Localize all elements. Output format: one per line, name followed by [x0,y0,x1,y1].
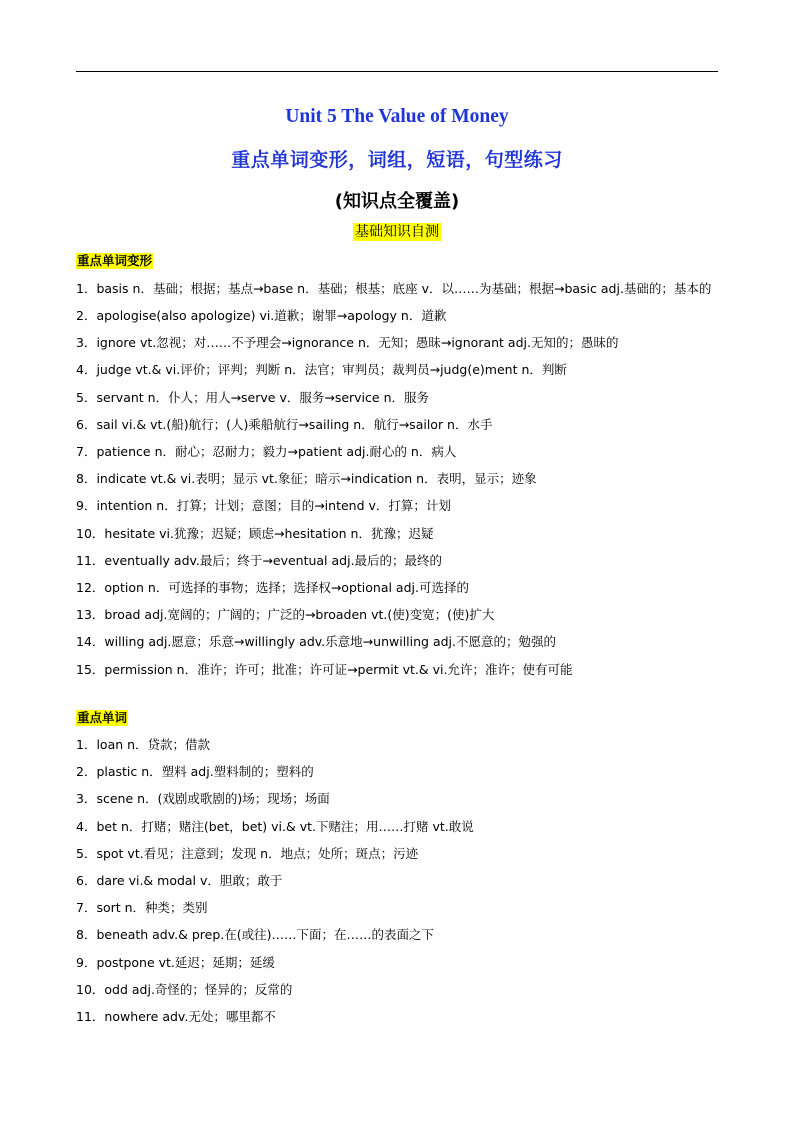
list-item: 6．dare vi.& modal v．胆敢；敢于 [76,873,283,889]
list-item: 13．broad adj.宽阔的；广阔的；广泛的→broaden vt.(使)变宽；(使)扩大 [76,607,495,623]
list-item: 4．bet n．打赌；赌注(bet，bet) vi.& vt.下赌注；用……打赌 vt.敢说 [76,818,474,834]
list-item: 8．beneath adv.& prep.在(或往)……下面；在……的表面之下 [76,927,435,943]
list-item: 2．plastic n．塑料 adj.塑料制的；塑料的 [76,764,314,780]
top-rule [76,71,718,72]
list-item: 8．indicate vt.& vi.表明；显示 vt.象征；暗示→indication n．表明，显示；迹象 [76,471,537,487]
list-item: 7．patience n．耐心；忍耐力；毅力→patient adj.耐心的 n．病人 [76,444,457,460]
list-item: 6．sail vi.& vt.(船)航行；(人)乘船航行→sailing n．航行→sailor n．水手 [76,416,493,432]
unit-title: Unit 5 The Value of Money [285,106,509,127]
list-item: 11．eventually adv.最后；终于→eventual adj.最后的；最终的 [76,552,443,568]
section-badge: 基础知识自测 [355,224,439,240]
list-item: 5．spot vt.看见；注意到；发现 n．地点；处所；斑点；污迹 [76,845,419,861]
list-item: 9．postpone vt.延迟；延期；延缓 [76,954,275,970]
list-item: 3．ignore vt.忽视；对……不予理会→ignorance n．无知；愚昧→ignorant adj.无知的；愚昧的 [76,335,619,351]
list-item: 1．loan n．贷款；借款 [76,737,211,752]
list-item: 4．judge vt.& vi.评价；评判；判断 n．法官；审判员；裁判员→judg(e)ment n．判断 [76,362,567,378]
list-item: 10．odd adj.奇怪的；怪异的；反常的 [76,981,293,997]
list-item: 9．intention n．打算；计划；意图；目的→intend v．打算；计划 [76,498,451,514]
list-item: 11．nowhere adv.无处；哪里都不 [76,1009,276,1025]
chinese-title: 重点单词变形，词组，短语，句型练习 [231,149,563,171]
section-heading-key-words: 重点单词 [77,710,128,725]
list-item: 12．option n．可选择的事物；选择；选择权→optional adj.可选择的 [76,580,469,596]
list-item: 5．servant n．仆人；用人→serve v．服务→service n．服务 [76,389,429,405]
key-words-list [76,731,718,1030]
badge-container [0,221,794,241]
list-item: 2．apologise(also apologize) vi.道歉；谢罪→apology n．道歉 [76,308,447,323]
list-item: 7．sort n．种类；类别 [76,900,208,916]
subtitle: (知识点全覆盖) [334,191,460,212]
list-item: 10．hesitate vi.犹豫；迟疑；顾虑→hesitation n．犹豫；迟疑 [76,525,434,541]
section-heading-word-forms: 重点单词变形 [77,253,153,268]
list-item: 3．scene n．(戏剧或歌剧的)场；现场；场面 [76,791,330,807]
list-item: 1．basis n．基础；根据；基点→base n．基础；根基；底座 v．以……为基础；根据→basic adj.基础的；基本的 [76,281,712,296]
word-forms-list [76,275,718,683]
list-item: 15．permission n．准许；许可；批准；许可证→permit vt.& vi.允许；准许；使有可能 [76,661,573,677]
list-item: 14．willing adj.愿意；乐意→willingly adv.乐意地→unwilling adj.不愿意的；勉强的 [76,634,556,650]
